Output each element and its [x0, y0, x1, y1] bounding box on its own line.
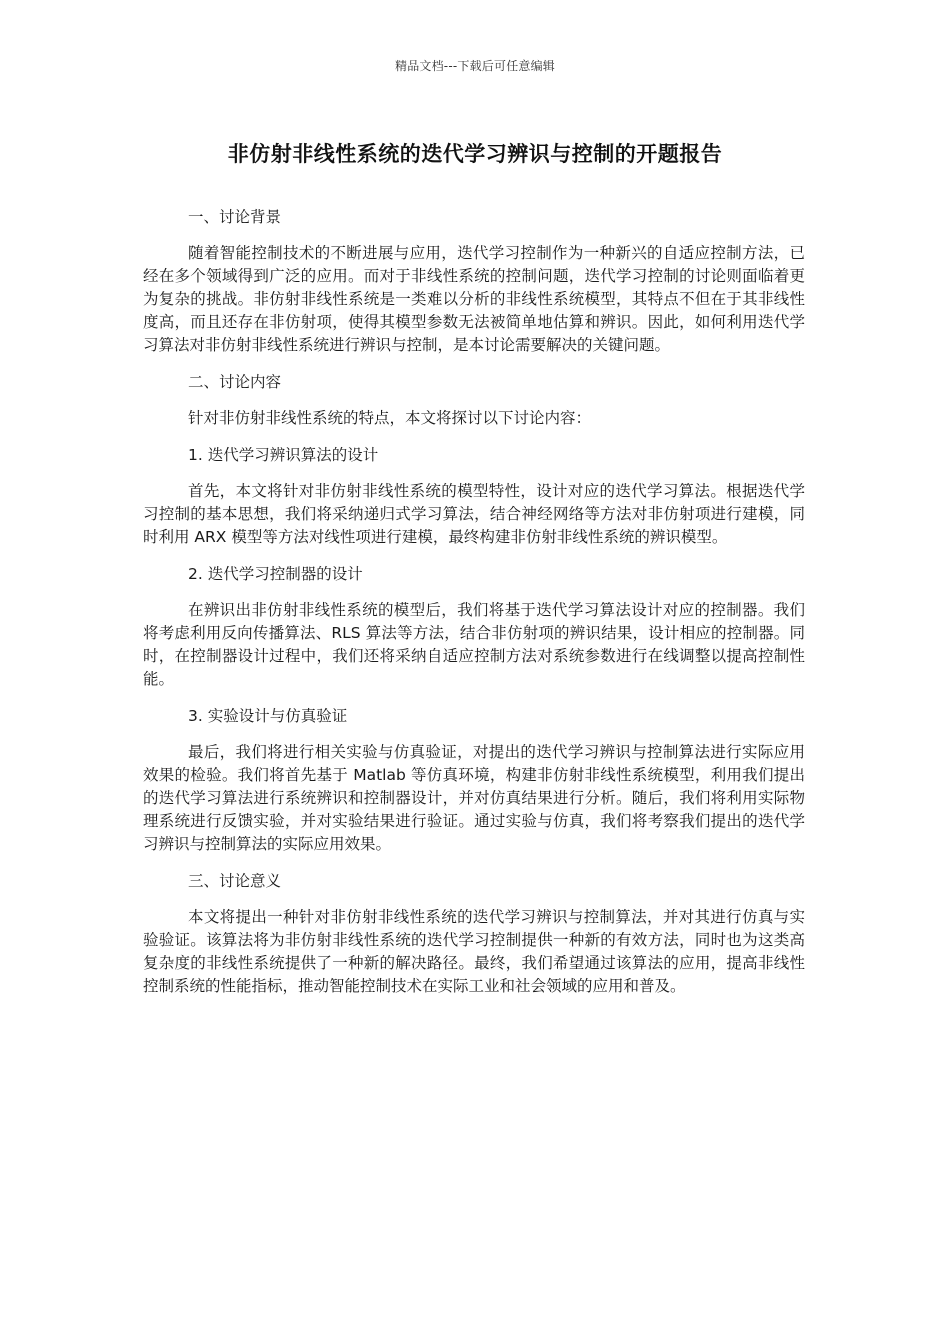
document-title: 非仿射非线性系统的迭代学习辨识与控制的开题报告: [227, 142, 723, 166]
section-heading-significance: 三、讨论意义: [188, 872, 282, 890]
paragraph-experiment-simulation: 最后，我们将进行相关实验与仿真验证，对提出的迭代学习辨识与控制算法进行实际应用效果的检验。我们将首先基于 Matlab 等仿真环境，构建非仿射非线性系统模型，利用我们提出的迭代学习算法进行系统辨识和控制器设计，并对仿真结果进行分析。随后，我们将利用实际物理系统进行反馈实验，并对实验结果进行验证。通过实验与仿真，我们将考察我们提出的迭代学习辨识与控制算法的实际应用效果。: [143, 743, 805, 853]
subheading-controller-design: 2. 迭代学习控制器的设计: [188, 565, 363, 583]
paragraph-controller-design: 在辨识出非仿射非线性系统的模型后，我们将基于迭代学习算法设计对应的控制器。我们将考虑利用反向传播算法、RLS 算法等方法，结合非仿射项的辨识结果，设计相应的控制器。同时，在控制器设计过程中，我们还将采纳自适应控制方法对系统参数进行在线调整以提高控制性能。: [143, 601, 805, 688]
paragraph-content-intro: 针对非仿射非线性系统的特点，本文将探讨以下讨论内容：: [188, 409, 592, 427]
paragraph-significance: 本文将提出一种针对非仿射非线性系统的迭代学习辨识与控制算法，并对其进行仿真与实验验证。该算法将为非仿射非线性系统的迭代学习控制提供一种新的有效方法，同时也为这类高复杂度的非线性系统提供了一种新的解决路径。最终，我们希望通过该算法的应用，提高非线性控制系统的性能指标，推动智能控制技术在实际工业和社会领域的应用和普及。: [143, 908, 805, 995]
header-note: 精品文档---下载后可任意编辑: [395, 59, 555, 73]
paragraph-background: 随着智能控制技术的不断进展与应用，迭代学习控制作为一种新兴的自适应控制方法，已经在多个领域得到广泛的应用。而对于非线性系统的控制问题，迭代学习控制的讨论则面临着更为复杂的挑战。非仿射非线性系统是一类难以分析的非线性系统模型，其特点不但在于其非线性度高，而且还存在非仿射项，使得其模型参数无法被简单地估算和辨识。因此，如何利用迭代学习算法对非仿射非线性系统进行辨识与控制，是本讨论需要解决的关键问题。: [143, 244, 805, 354]
subheading-experiment-simulation: 3. 实验设计与仿真验证: [188, 707, 348, 725]
section-heading-background: 一、讨论背景: [188, 208, 282, 226]
paragraph-identification-algorithm: 首先，本文将针对非仿射非线性系统的模型特性，设计对应的迭代学习算法。根据迭代学习控制的基本思想，我们将采纳递归式学习算法，结合神经网络等方法对非仿射项进行建模，同时利用 ARX 模型等方法对线性项进行建模，最终构建非仿射非线性系统的辨识模型。: [143, 482, 805, 546]
section-heading-content: 二、讨论内容: [188, 373, 282, 391]
subheading-identification-algorithm: 1. 迭代学习辨识算法的设计: [188, 446, 379, 464]
document-body: [143, 206, 805, 1012]
